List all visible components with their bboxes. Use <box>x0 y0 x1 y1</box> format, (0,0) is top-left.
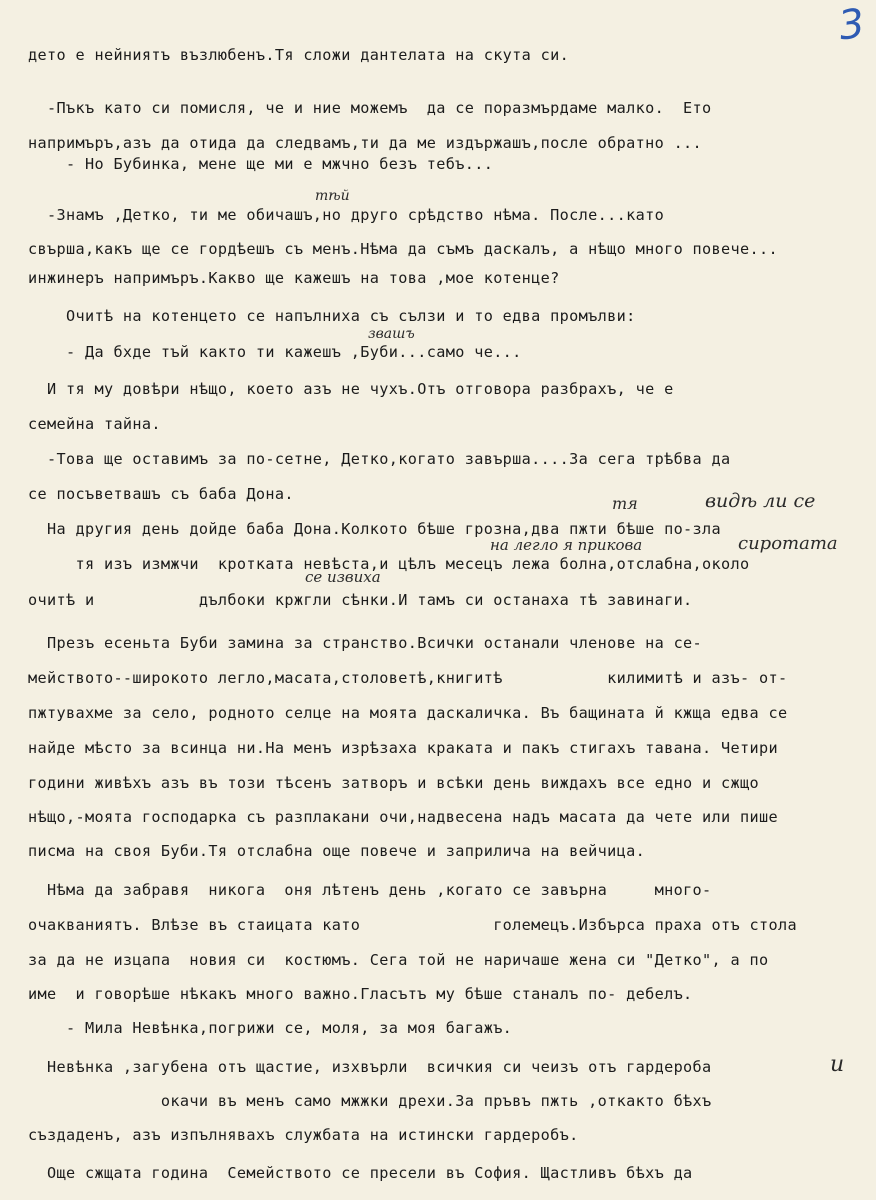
text-line: - Мила Невѣнка,погрижи се, моля, за моя багажъ. <box>28 1019 513 1037</box>
text-line: мейството--широкото легло,масата,столоветѣ,книгитѣ килимитѣ и азъ- от- <box>28 669 788 687</box>
text-line: -Знамъ ,Детко, ти ме обичашъ,но друго срѣдство нѣма. После...като <box>28 206 665 224</box>
text-line: На другия день дойде баба Дона.Колкото бѣше грозна,два пжти бѣше по-зла <box>28 520 722 538</box>
text-line: Презъ есеньта Буби замина за странство.Всички останали членове на се- <box>28 634 703 652</box>
text-line: -Пъкъ като си помисля, че и ние можемъ да се поразмърдаме малко. Ето <box>28 99 712 117</box>
handwritten-note: тя <box>612 494 638 513</box>
text-line: Очитѣ на котенцето се напълниха съ сълзи и то едва промълви: <box>28 307 636 325</box>
text-line: инжинеръ напримъръ.Какво ще кажешъ на това ,мое котенце? <box>28 269 560 287</box>
text-line: тя изъ измжчи кротката невѣста,и цѣлъ месецъ лежа болна,отслабна,около <box>28 555 750 573</box>
handwritten-note: се извиха <box>305 568 381 586</box>
handwritten-note: сиротата <box>738 533 838 554</box>
text-line: окачи въ менъ само мжжки дрехи.За пръвъ пжть ,откакто бѣхъ <box>28 1092 712 1110</box>
handwritten-note: тѣй <box>315 188 350 204</box>
text-line: очакваниятъ. Влѣзе въ стаицата като големецъ.Избърса праха отъ стола <box>28 916 797 934</box>
text-line: Още сжщата година Семейството се пресели въ София. Щастливъ бѣхъ да <box>28 1164 693 1182</box>
text-line: създаденъ, азъ изпълнявахъ службата на истински гардеробъ. <box>28 1126 579 1144</box>
text-line: пжтувахме за село, родното селце на моята даскаличка. Въ бащината й кжща едва се <box>28 704 788 722</box>
text-line: - Но Бубинка, мене ще ми е мжчно безъ тебъ... <box>28 155 494 173</box>
text-line: семейна тайна. <box>28 415 161 433</box>
handwritten-note: на легло я прикова <box>490 536 643 554</box>
text-line: за да не изцапа новия си костюмъ. Сега той не наричаше жена си "Детко", а по <box>28 951 769 969</box>
text-line: очитѣ и дълбоки кржгли сѣнки.И тамъ си останаха тѣ завинаги. <box>28 591 693 609</box>
text-line: напримъръ,азъ да отида да следвамъ,ти да ме издържашъ,после обратно ... <box>28 134 703 152</box>
text-line: Невѣнка ,загубена отъ щастие, изхвърли всичкия си чеизъ отъ гардероба <box>28 1058 712 1076</box>
text-line: И тя му довѣри нѣщо, което азъ не чухъ.Отъ отговора разбрахъ, че е <box>28 380 674 398</box>
handwritten-note: звашъ <box>368 326 415 342</box>
text-line: дето е нейниятъ възлюбенъ.Тя сложи дантелата на скута си. <box>28 46 570 64</box>
page-number: 3 <box>835 0 868 50</box>
text-line: писма на своя Буби.Тя отслабна още повече и заприлича на вейчица. <box>28 842 646 860</box>
text-line: нѣщо,-моята господарка съ разплакани очи,надвесена надъ масата да чете или пише <box>28 808 778 826</box>
handwritten-note: и <box>830 1052 845 1077</box>
text-line: Нѣма да забравя никога оня лѣтенъ день ,когато се завърна много- <box>28 881 712 899</box>
text-line: свърша,какъ ще се гордѣешъ съ менъ.Нѣма да съмъ даскалъ, а нѣщо много повече... <box>28 240 778 258</box>
text-line: се посъветвашъ съ баба Дона. <box>28 485 294 503</box>
handwritten-note: видѣ ли се <box>705 490 816 512</box>
text-line: -Това ще оставимъ за по-сетне, Детко,когато завърша....За сега трѣбва да <box>28 450 731 468</box>
text-line: име и говорѣше нѣкакъ много важно.Гласътъ му бѣше станалъ по- дебелъ. <box>28 985 693 1003</box>
text-line: найде мѣсто за всинца ни.На менъ изрѣзаха краката и пакъ стигахъ тавана. Четири <box>28 739 778 757</box>
text-line: - Да бхде тъй както ти кажешъ ,Буби...само че... <box>28 343 522 361</box>
text-line: години живѣхъ азъ въ този тѣсенъ затворъ и всѣки день виждахъ все едно и сжщо <box>28 774 760 792</box>
